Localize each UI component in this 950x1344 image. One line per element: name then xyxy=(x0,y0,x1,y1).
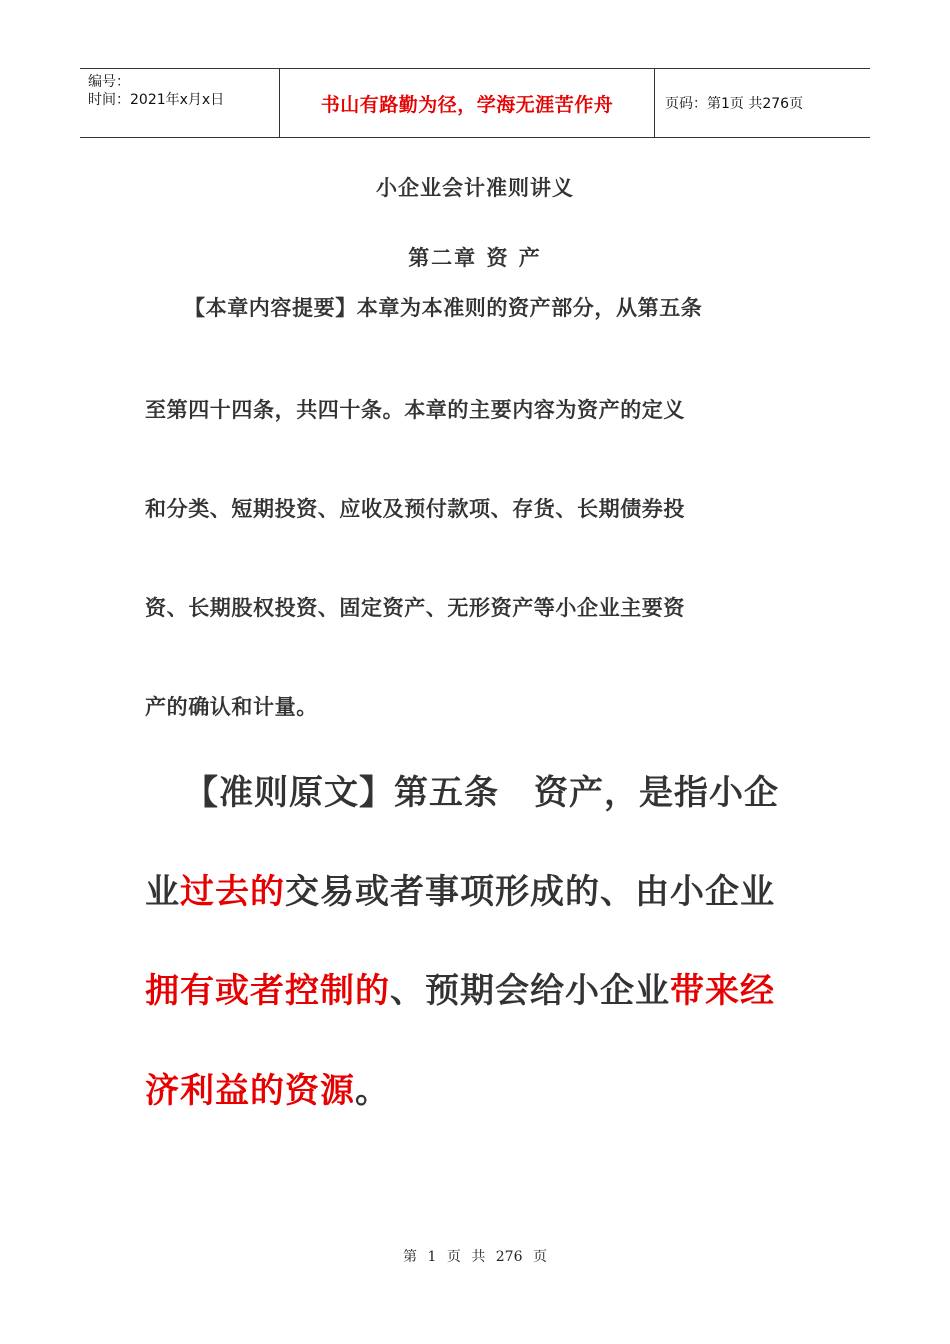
serial-label: 编号： xyxy=(88,74,130,90)
document-title: 小企业会计准则讲义 xyxy=(376,176,574,200)
summary-line: 至第四十四条，共四十条。本章的主要内容为资产的定义 xyxy=(145,398,685,422)
summary-line: 和分类、短期投资、应收及预付款项、存货、长期债券投 xyxy=(145,497,685,521)
document-header xyxy=(80,68,870,138)
footer-page-total: 276 xyxy=(495,1249,523,1265)
footer-text: 第 xyxy=(403,1249,418,1265)
article-highlight: 济利益的资源 xyxy=(145,1071,355,1111)
footer-page-number: 1 xyxy=(427,1249,437,1265)
footer-text: 共 xyxy=(471,1249,486,1265)
article-line xyxy=(145,1063,845,1112)
article-line xyxy=(145,864,845,913)
header-page-info: 页码：第1页 共276页 xyxy=(665,96,804,112)
page-footer xyxy=(0,1246,950,1266)
article-text: 、预期会给小企业 xyxy=(390,971,670,1011)
summary-line: 资、长期股权投资、固定资产、无形资产等小企业主要资 xyxy=(145,596,685,620)
summary-line: 【本章内容提要】本章为本准则的资产部分，从第五条 xyxy=(184,296,703,320)
footer-text: 页 xyxy=(446,1249,461,1265)
article-highlight: 过去的 xyxy=(180,872,285,912)
article-line xyxy=(145,963,845,1012)
article-text: 。 xyxy=(355,1071,390,1111)
chapter-title: 第二章 资 产 xyxy=(408,246,542,270)
summary-line: 产的确认和计量。 xyxy=(145,695,318,719)
footer-text: 页 xyxy=(532,1249,547,1265)
article-highlight: 拥有或者控制的 xyxy=(145,971,390,1011)
time-label: 时间：2021年x月x日 xyxy=(88,92,225,108)
header-motto: 书山有路勤为径，学海无涯苦作舟 xyxy=(280,69,655,137)
article-text: 【准则原文】第五条 资产，是指小企 xyxy=(184,773,779,813)
header-meta xyxy=(80,69,280,137)
article-text: 业 xyxy=(145,872,180,912)
article-text: 交易或者事项形成的、由小企业 xyxy=(285,872,775,912)
article-highlight: 带来经 xyxy=(670,971,775,1011)
article-line xyxy=(184,765,884,814)
